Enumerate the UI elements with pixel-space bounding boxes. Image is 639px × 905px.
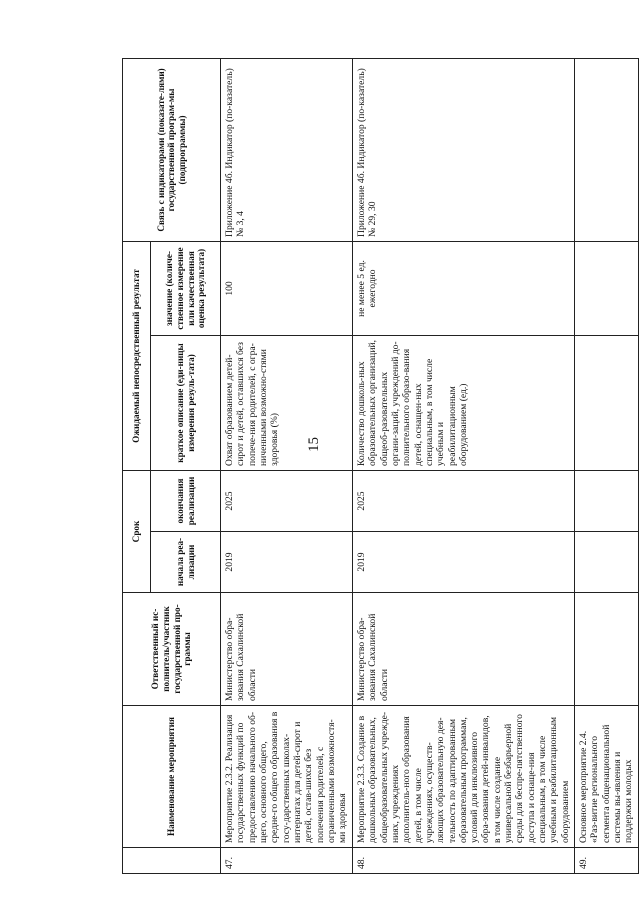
row-value: 100 — [221, 241, 353, 335]
rotated-table-container — [122, 59, 635, 874]
row-end: 2025 — [353, 470, 575, 531]
header-term-end: окончания реализации — [151, 470, 221, 531]
row-num: 48. — [353, 848, 575, 874]
row-responsible — [574, 593, 638, 706]
header-result-value: значение (количе-ственное измерение или качественная оценка результата) — [151, 241, 221, 335]
header-result-desc: краткое описание (еди-ницы измерения резуль-тата) — [151, 335, 221, 470]
header-term: Срок — [123, 470, 151, 592]
header-responsible: Ответственный ис-полнитель/участник государственной про-граммы — [123, 593, 221, 706]
row-name: Основное мероприятие 2.4. «Раз-витие регионального сегмента общенациональной системы вы-явления и поддержки молодых — [574, 706, 638, 848]
row-value — [574, 241, 638, 335]
row-name: Мероприятие 2.3.2. Реализация государственных функций по предоставлению начального об-щего, основного общего, средне-го общего образования в госу-дарственных школах-интернатах для детей-сирот и детей, остав-шихся без попечения родителей, с ограниченными возможностя-ми здоровья — [221, 706, 353, 848]
table-row — [574, 58, 638, 873]
row-end — [574, 470, 638, 531]
row-link: Приложение 4б. Индикатор (по-казатель) № 3, 4 — [221, 58, 353, 241]
row-start: 2019 — [353, 532, 575, 593]
row-end: 2025 — [221, 470, 353, 531]
row-name: Мероприятие 2.3.3. Создание в дошкольных образовательных, общеобразовательных учрежде-ниях, учреждениях дополнитель-ного образования детей, в том числе учреждениях, осуществ-ляющих образовательную дея-тельность по адаптированным образовательным программам, условий для инклюзивного обра-зования детей-инвалидов, в том числе создание универсальной безбарьерной среды для беспре-пятственного доступа и оснаще-ния специальным, в том числе учебным и реабилитационным оборудованием — [353, 706, 575, 848]
row-start — [574, 532, 638, 593]
row-responsible: Министерство обра-зования Сахалинской области — [353, 593, 575, 706]
header-term-start: начала реа-лизации — [151, 532, 221, 593]
row-desc: Охват образованием детей-сирот и детей, оставшихся без попече-ния родителей, с огра-ниченными возможно-стями здоровья (%) — [221, 335, 353, 470]
row-num: 49. — [574, 848, 638, 874]
header-name: Наименование мероприятия — [123, 706, 221, 848]
header-row-1 — [123, 58, 151, 873]
row-link — [574, 58, 638, 241]
header-result: Ожидаемый непосредственный результат — [123, 241, 151, 470]
table-row — [221, 58, 353, 873]
row-responsible: Министерство обра-зования Сахалинской области — [221, 593, 353, 706]
row-value: не менее 5 ед. ежегодно — [353, 241, 575, 335]
row-desc — [574, 335, 638, 470]
page-number: 15 — [306, 437, 322, 452]
header-link: Связь с индикаторами (показате-лями) государственной програм-мы (подпрограммы) — [123, 58, 221, 241]
header-num — [123, 848, 221, 874]
row-num: 47. — [221, 848, 353, 874]
program-measures-table — [122, 58, 639, 874]
row-start: 2019 — [221, 532, 353, 593]
row-link: Приложение 4б. Индикатор (по-казатель) № 29, 30 — [353, 58, 575, 241]
table-row — [353, 58, 575, 873]
row-desc: Количество дошколь-ных образовательных организаций, общеоб-разовательных органи-заций, учреждений до-полнительного образо-вания детей, оснащен-ных специальным, в том числе учебным и реабилитационным оборудованием (ед.) — [353, 335, 575, 470]
